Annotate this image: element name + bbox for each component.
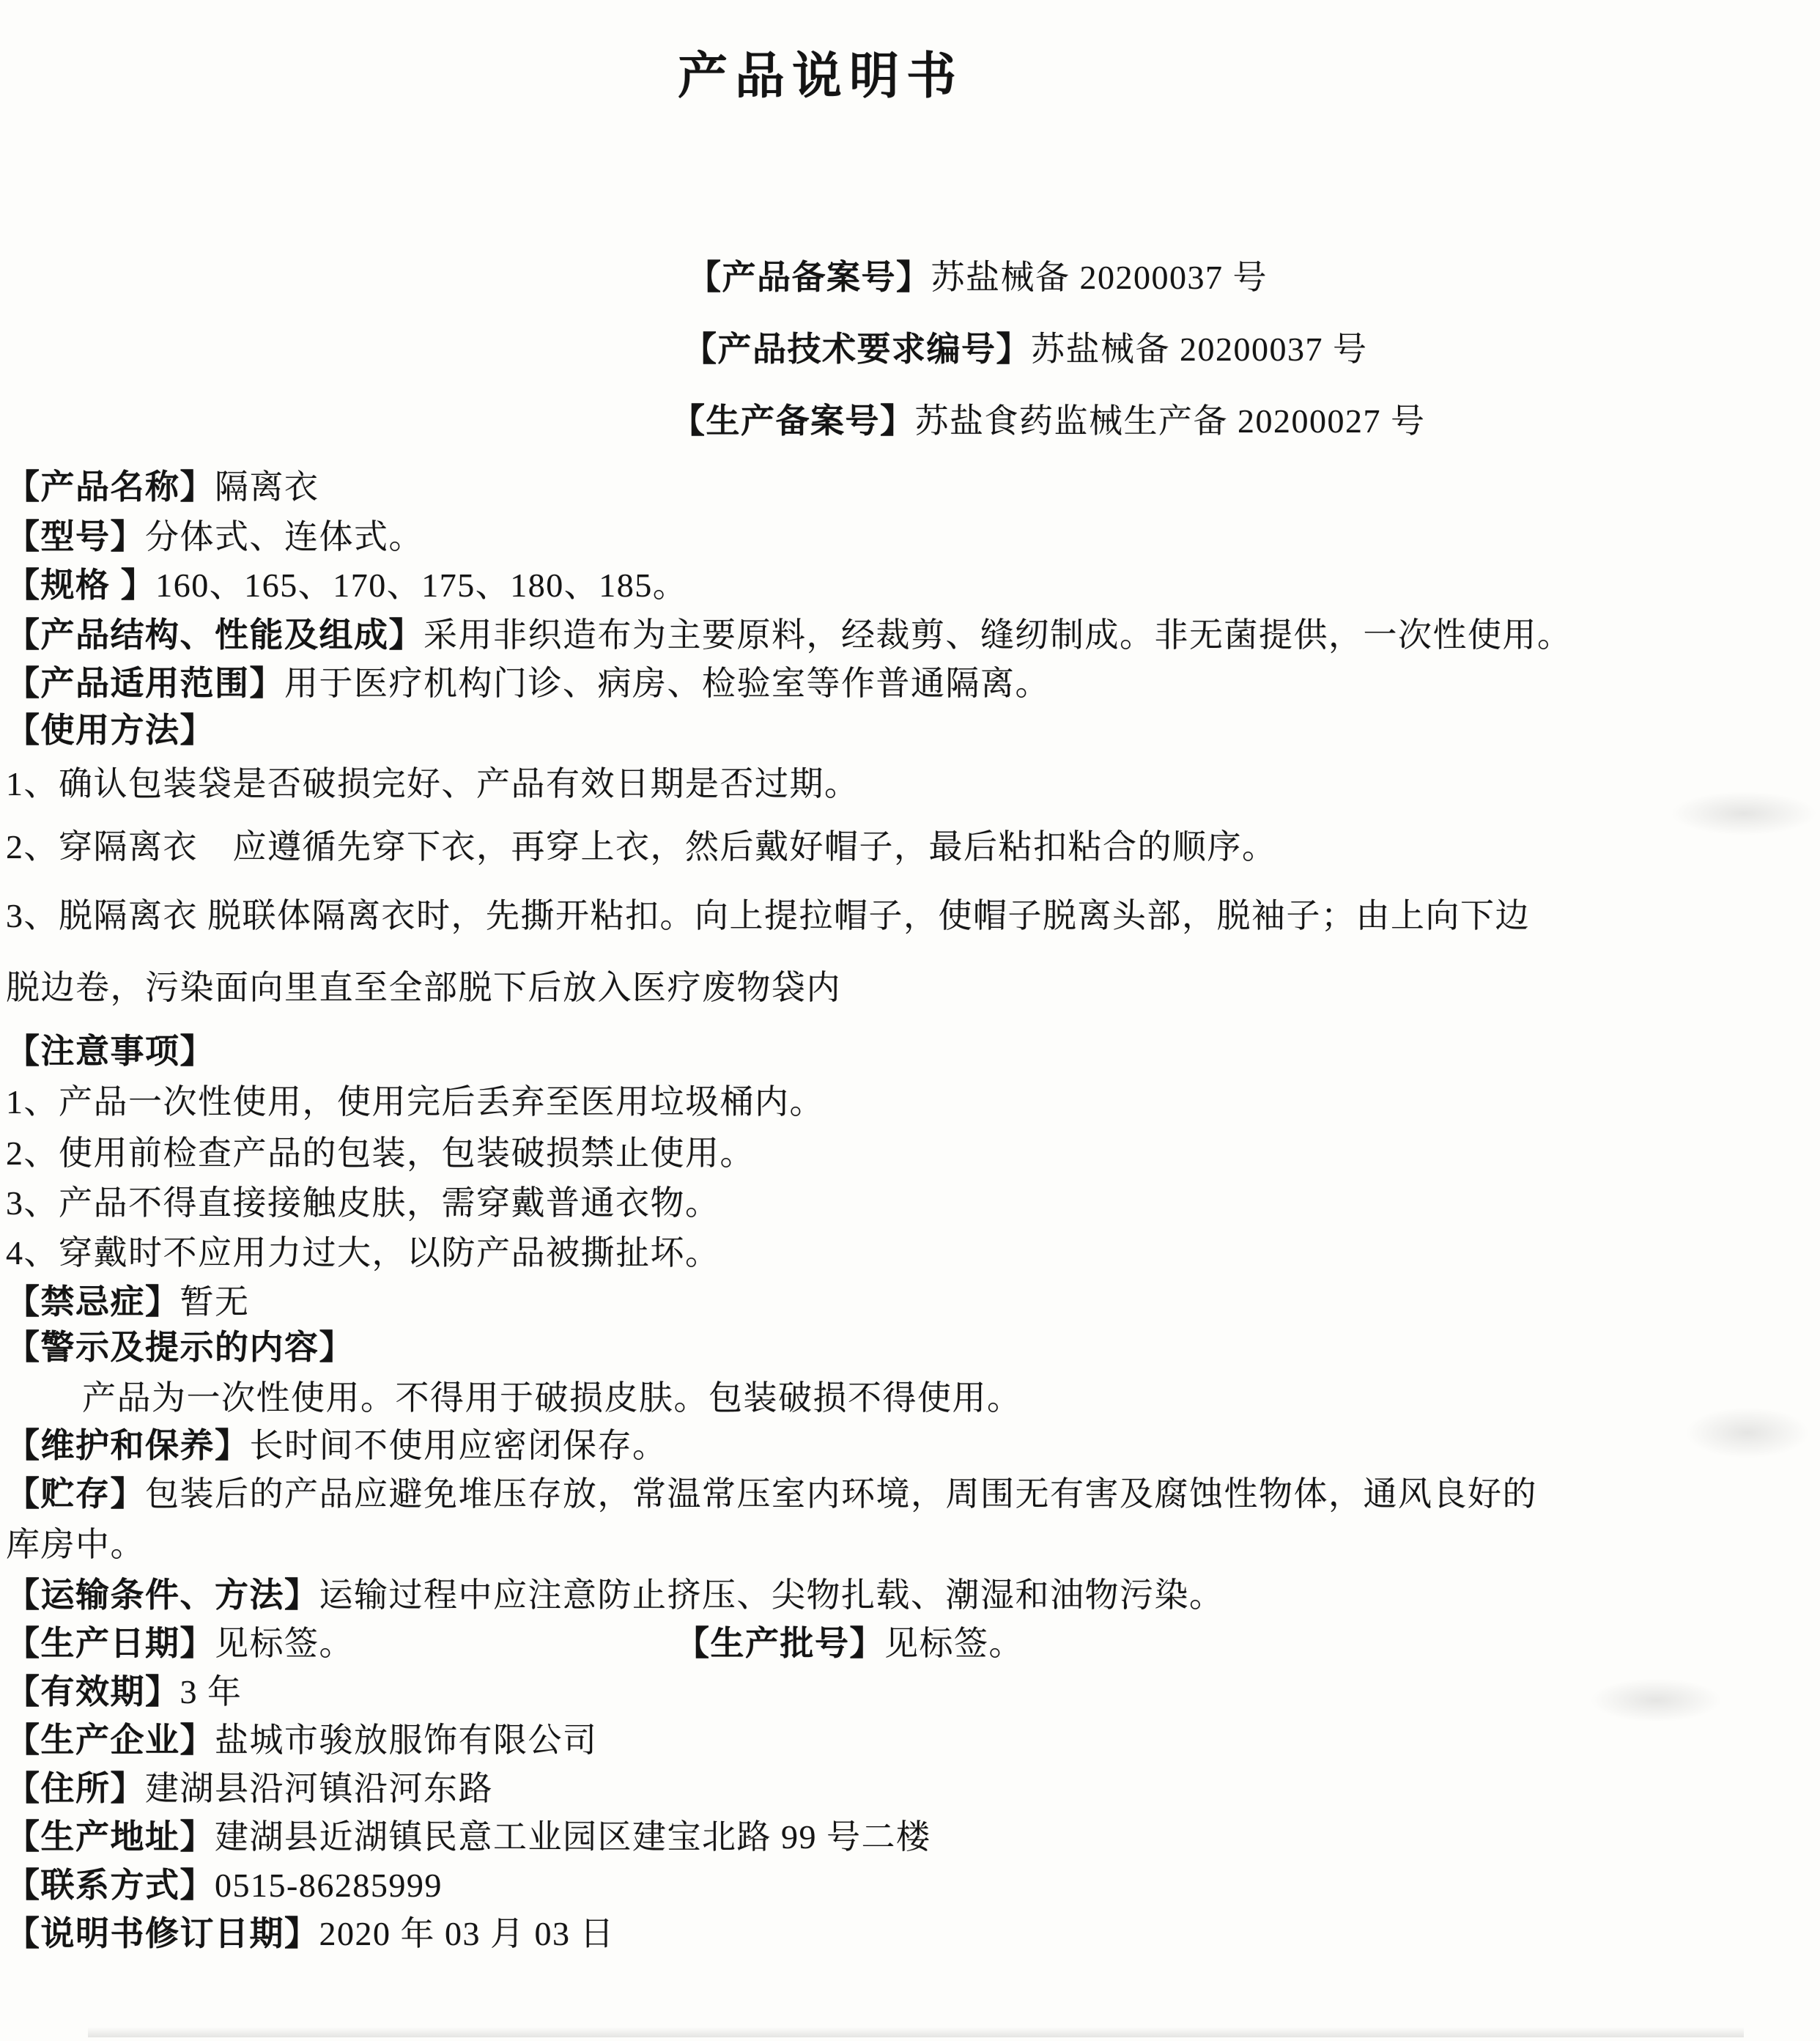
field-model	[6, 517, 423, 557]
field-value: 隔离衣	[215, 468, 319, 506]
field-production-address	[6, 1817, 931, 1857]
scan-artifact	[88, 2027, 1744, 2037]
field-storage	[6, 1475, 1537, 1514]
field-label: 【运输条件、方法】	[6, 1576, 319, 1614]
usage-item-1: 1、确认包装袋是否破损完好、产品有效日期是否过期。	[6, 765, 859, 802]
field-label: 【产品结构、性能及组成】	[6, 616, 423, 654]
section-label: 【使用方法】	[6, 711, 215, 749]
field-label: 【联系方式】	[6, 1866, 215, 1904]
field-product-record-no	[687, 258, 1268, 298]
note-item-1: 1、产品一次性使用，使用完后丢弃至医用垃圾桶内。	[6, 1083, 824, 1121]
section-label: 【注意事项】	[6, 1032, 215, 1070]
field-contact	[6, 1866, 443, 1905]
field-value: 见标签。	[215, 1625, 354, 1662]
section-warning-header	[6, 1328, 354, 1368]
field-manufacturer	[6, 1721, 598, 1760]
field-label: 【生产企业】	[6, 1721, 215, 1759]
field-label: 【住所】	[6, 1769, 145, 1807]
field-label: 【生产批号】	[676, 1624, 884, 1662]
field-maintenance	[6, 1426, 667, 1466]
field-label: 【规格 】	[6, 566, 156, 604]
field-label: 【产品技术要求编号】	[683, 330, 1031, 368]
field-value: 0515-86285999	[215, 1867, 443, 1904]
note-item-4: 4、穿戴时不应用力过大，以防产品被撕扯坏。	[6, 1234, 720, 1272]
field-transport	[6, 1576, 1224, 1615]
field-production-date	[6, 1624, 354, 1664]
field-label: 【有效期】	[6, 1672, 180, 1710]
field-value: 苏盐械备 20200037 号	[1031, 331, 1368, 368]
field-residence	[6, 1769, 493, 1809]
field-value: 苏盐械备 20200037 号	[931, 259, 1268, 296]
field-value: 暂无	[180, 1283, 250, 1321]
warning-text: 产品为一次性使用。不得用于破损皮肤。包装破损不得使用。	[82, 1379, 1022, 1417]
field-product-name	[6, 468, 319, 507]
field-structure	[6, 616, 1572, 655]
field-label: 【产品名称】	[6, 468, 215, 506]
field-scope	[6, 664, 1050, 704]
field-value: 160、165、170、175、180、185。	[155, 566, 688, 604]
field-value: 长时间不使用应密闭保存。	[249, 1427, 667, 1464]
field-contraindication	[6, 1282, 250, 1322]
field-value: 3 年	[180, 1673, 243, 1710]
field-value: 建湖县近湖镇民意工业园区建宝北路 99 号二楼	[215, 1818, 931, 1856]
field-label: 【说明书修订日期】	[6, 1914, 319, 1952]
field-spec	[6, 566, 687, 605]
field-value: 盐城市骏放服饰有限公司	[215, 1721, 598, 1759]
field-value: 见标签。	[884, 1625, 1024, 1662]
field-value: 2020 年 03 月 03 日	[319, 1915, 615, 1952]
usage-item-3-continued: 脱边卷，污染面向里直至全部脱下后放入医疗废物袋内	[6, 969, 841, 1006]
note-item-2: 2、使用前检查产品的包装，包装破损禁止使用。	[6, 1134, 755, 1172]
field-label: 【生产日期】	[6, 1624, 215, 1662]
field-label: 【生产地址】	[6, 1817, 215, 1856]
field-storage-continued: 库房中。	[6, 1526, 145, 1563]
section-label: 【警示及提示的内容】	[6, 1328, 354, 1366]
scan-artifact	[1685, 1407, 1810, 1458]
field-tech-requirement-no	[683, 330, 1368, 369]
scan-artifact	[1590, 1678, 1722, 1722]
note-item-3: 3、产品不得直接接触皮肤，需穿戴普通衣物。	[6, 1184, 720, 1222]
field-value: 苏盐食药监械生产备 20200027 号	[914, 402, 1426, 440]
usage-item-3: 3、脱隔离衣 脱联体隔离衣时，先撕开粘扣。向上提拉帽子，使帽子脱离头部，脱袖子；由上向下边	[6, 897, 1530, 934]
field-value: 采用非织造布为主要原料，经裁剪、缝纫制成。非无菌提供，一次性使用。	[423, 616, 1572, 654]
field-label: 【禁忌症】	[6, 1282, 180, 1321]
field-value: 用于医疗机构门诊、病房、检验室等作普通隔离。	[284, 665, 1050, 702]
field-label: 【维护和保养】	[6, 1426, 250, 1464]
field-label: 【产品备案号】	[687, 258, 931, 296]
scan-artifact	[1671, 791, 1817, 835]
field-value: 分体式、连体式。	[145, 518, 423, 556]
field-production-record-no	[671, 402, 1426, 441]
field-batch-no	[676, 1624, 1024, 1664]
section-usage-header	[6, 711, 215, 750]
field-validity	[6, 1672, 243, 1712]
field-value: 建湖县沿河镇沿河东路	[145, 1770, 493, 1807]
field-label: 【产品适用范围】	[6, 664, 284, 702]
field-label: 【型号】	[6, 517, 145, 556]
field-value: 包装后的产品应避免堆压存放，常温常压室内环境，周围无有害及腐蚀性物体，通风良好的	[145, 1475, 1537, 1513]
page-title: 产品说明书	[678, 48, 964, 104]
field-label: 【生产备案号】	[671, 402, 915, 440]
field-label: 【贮存】	[6, 1475, 145, 1513]
usage-item-2: 2、穿隔离衣 应遵循先穿下衣，再穿上衣，然后戴好帽子，最后粘扣粘合的顺序。	[6, 828, 1277, 866]
field-value: 运输过程中应注意防止挤压、尖物扎载、潮湿和油物污染。	[319, 1576, 1224, 1614]
field-revision-date	[6, 1914, 615, 1954]
section-notes-header	[6, 1032, 215, 1071]
